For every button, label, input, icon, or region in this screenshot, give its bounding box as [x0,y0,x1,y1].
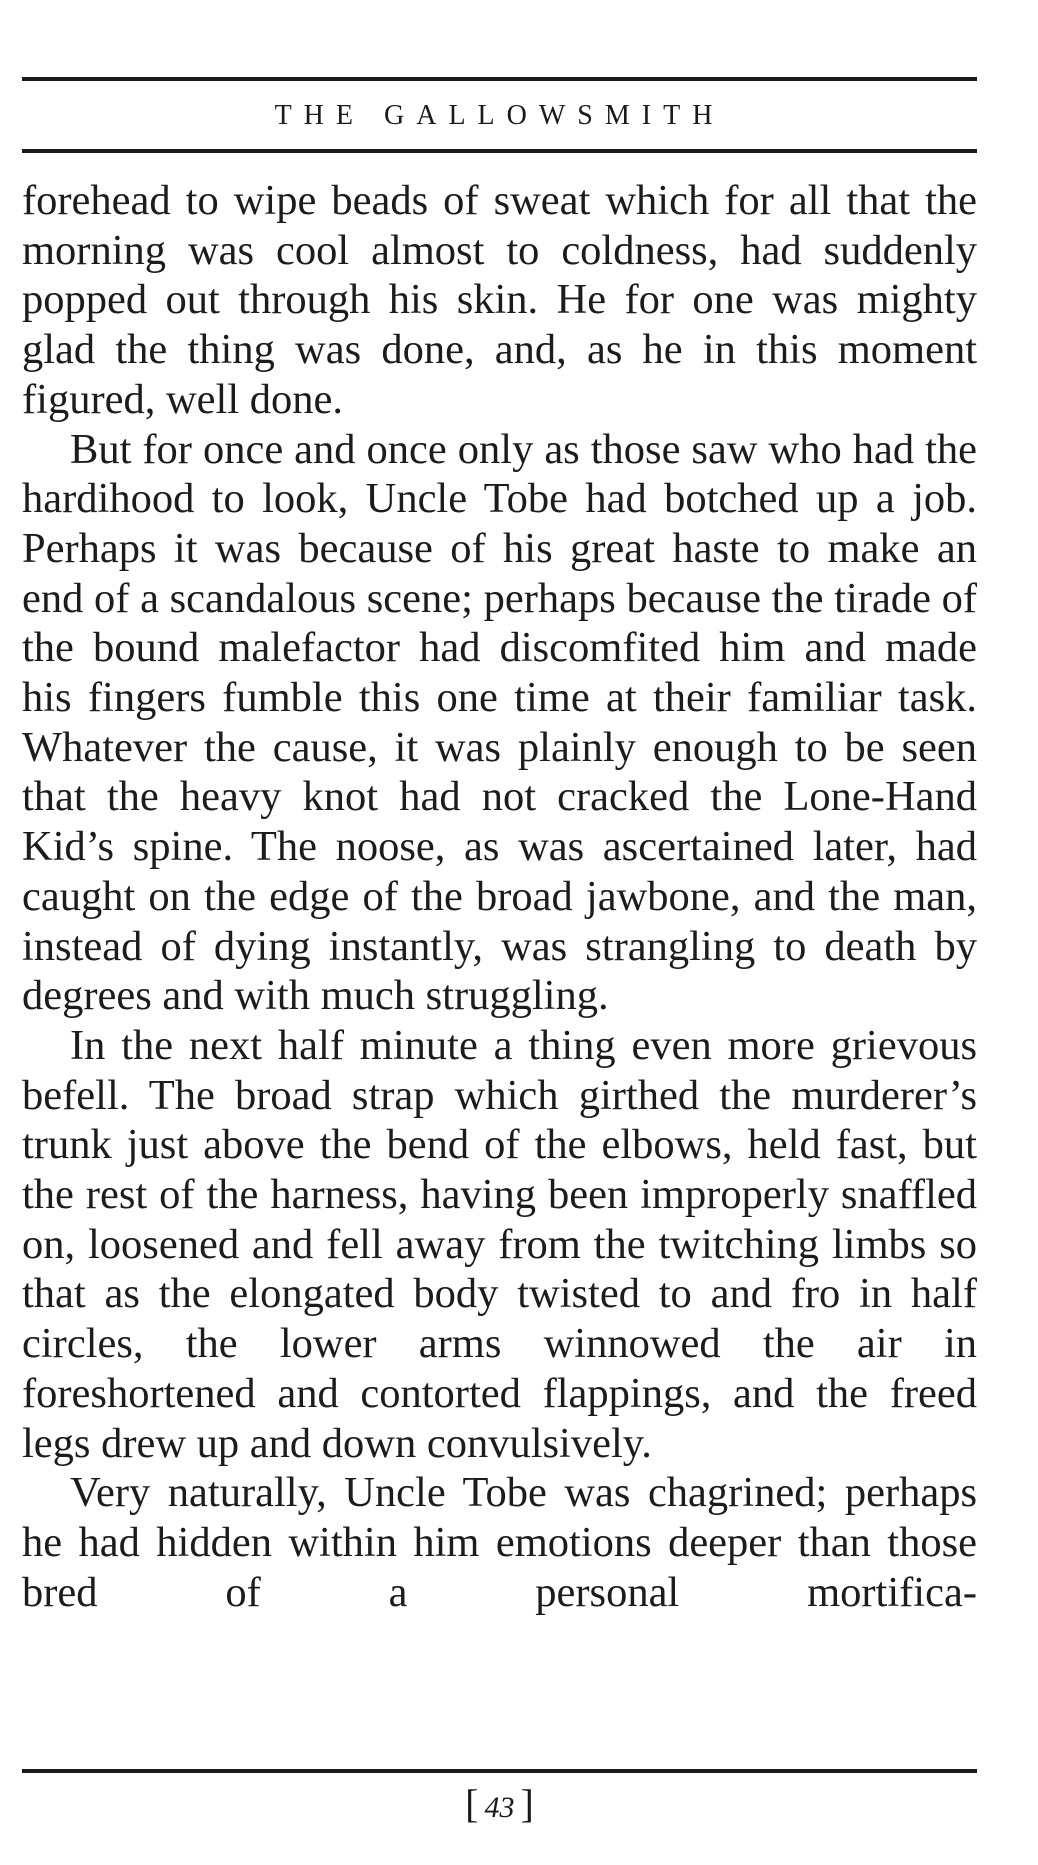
header-bottom-rule [22,149,977,153]
body-text [22,176,977,1617]
folio-close-bracket: ] [520,1781,534,1826]
header-top-rule [22,77,977,81]
folio-number: 43 [484,1791,515,1824]
folio-open-bracket: [ [465,1781,479,1826]
paragraph-2: But for once and once only as those saw who had the hardihood to look, Uncle Tobe had botched up a job. Perhaps it was because of his great haste to make an end of a scandalous scene; perhaps because the tirade of the bound malefactor had discomfited him and made his fingers fumble this one time at their familiar task. Whatever the cause, it was plainly enough to be seen that the heavy knot had not cracked the Lone-Hand Kid’s spine. The noose, as was ascertained later, had caught on the edge of the broad jawbone, and the man, instead of dying instantly, was strangling to death by degrees and with much struggling. [22,425,977,1020]
footer-rule [22,1769,977,1773]
page-number [22,1780,977,1827]
paragraph-1: forehead to wipe beads of sweat which for all that the morning was cool almost to coldness, had suddenly popped out through his skin. He for one was mighty glad the thing was done, and, as he in this moment figured, well done. [22,177,977,423]
paragraph-4: Very naturally, Uncle Tobe was chagrined; perhaps he had hidden within him emotions deeper than those bred of a personal mortifica- [22,1469,977,1616]
paragraph-3: In the next half minute a thing even more grievous befell. The broad strap which girthed the murderer’s trunk just above the bend of the elbows, held fast, but the rest of the harness, having been improperly snaffled on, loosened and fell away from the twitching limbs so that as the elongated body twisted to and fro in half circles, the lower arms winnowed the air in foreshortened and contorted flappings, and the freed legs drew up and down convulsively. [22,1021,977,1467]
running-title: THE GALLOWSMITH [274,100,725,131]
